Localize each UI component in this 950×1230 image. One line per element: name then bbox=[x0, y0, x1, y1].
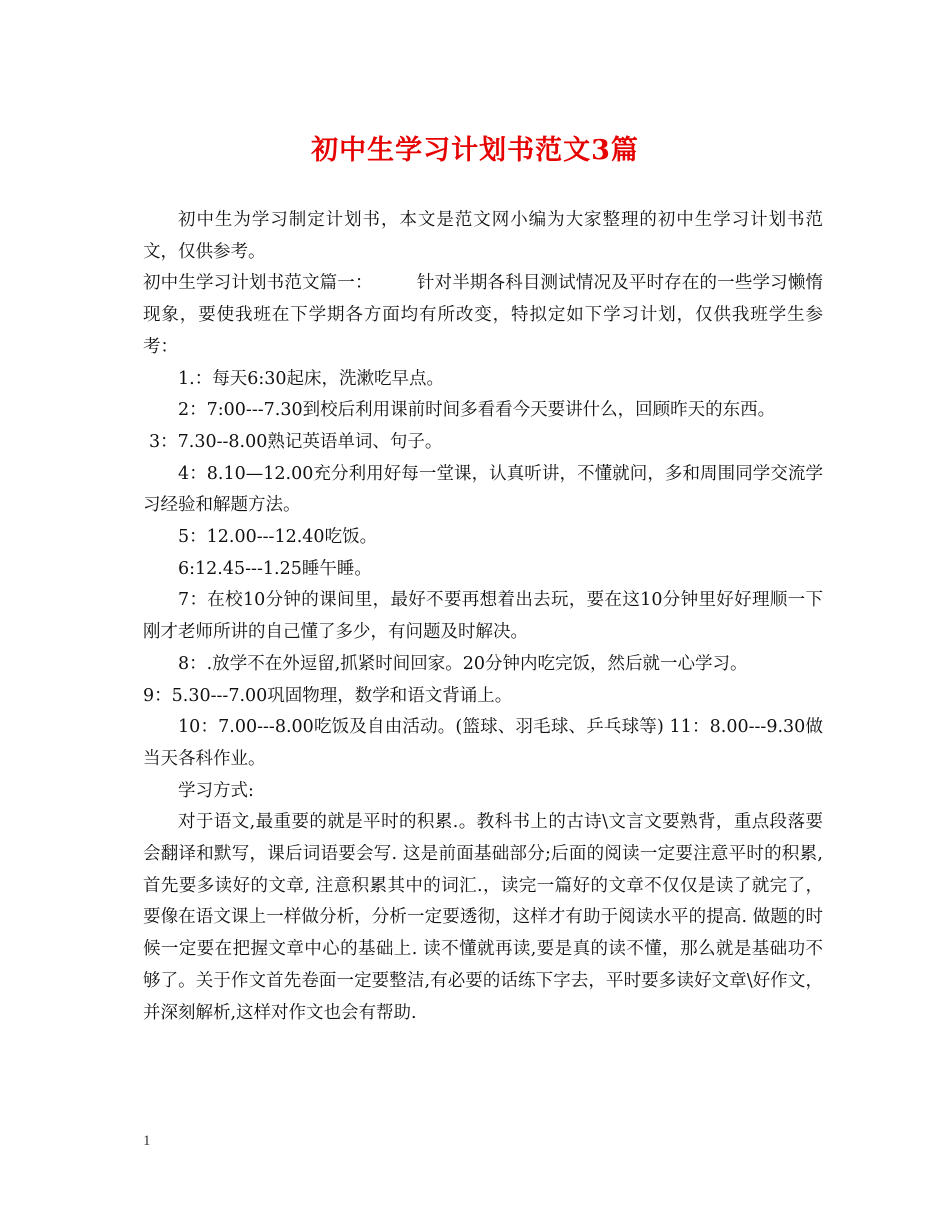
paragraph-item-2: 2：7:00---7.30到校后利用课前时间多看看今天要讲什么，回顾昨天的东西。 bbox=[178, 400, 776, 421]
document-body bbox=[143, 205, 823, 1029]
paragraph-plan-heading: 初中生学习计划书范文篇一： 针对半期各科目测试情况及平时存在的一些学习懒惰现象，要使我班在下学期各方面均有所改变，特拟定如下学习计划，仅供我班学生参考： bbox=[143, 273, 823, 357]
paragraph-item-4: 4：8.10—12.00充分利用好每一堂课，认真听讲，不懂就问，多和周围同学交流学习经验和解题方法。 bbox=[143, 463, 823, 516]
paragraph-item-7: 7：在校10分钟的课间里，最好不要再想着出去玩，要在这10分钟里好好理顺一下刚才老师所讲的自己懂了多少，有问题及时解决。 bbox=[143, 590, 823, 643]
document-title: 初中生学习计划书范文3篇 bbox=[311, 135, 639, 166]
paragraph-item-9: 9：5.30---7.00巩固物理，数学和语文背诵上。 bbox=[143, 685, 513, 706]
paragraph-item-8: 8：.放学不在外逗留,抓紧时间回家。20分钟内吃完饭，然后就一心学习。 bbox=[178, 653, 748, 674]
paragraph-chinese-study: 对于语文,最重要的就是平时的积累.。教科书上的古诗\文言文要熟背，重点段落要会翻译和默写，课后词语要会写. 这是前面基础部分;后面的阅读一定要注意平时的积累, 首先要多读好的文章, 注意积累其中的词汇.，读完一篇好的文章不仅仅是读了就完了，要像在语文课上一样做分析，分析一定要透彻，这样才有助于阅读水平的提高. 做题的时候一定要在把握文章中心的基础上. 读不懂就再读,要是真的读不懂，那么就是基础功不够了。关于作文首先卷面一定要整洁,有必要的话练下字去，平时要多读好文章\好作文，并深刻解析,这样对作文也会有帮助. bbox=[143, 812, 823, 1023]
paragraph-item-3: 3：7.30--8.00熟记英语单词、句子。 bbox=[149, 431, 443, 452]
paragraph-item-10-11: 10：7.00---8.00吃饭及自由活动。(篮球、羽毛球、乒乓球等) 11：8.00---9.30做当天各科作业。 bbox=[143, 717, 823, 769]
paragraph-item-6: 6:12.45---1.25睡午睡。 bbox=[178, 558, 372, 579]
paragraph-study-method-heading: 学习方式: bbox=[178, 780, 254, 801]
paragraph-intro: 初中生为学习制定计划书，本文是范文网小编为大家整理的初中生学习计划书范文，仅供参考。 bbox=[143, 210, 823, 262]
paragraph-item-5: 5：12.00---12.40吃饭。 bbox=[178, 527, 378, 548]
paragraph-item-1: 1.：每天6:30起床，洗漱吃早点。 bbox=[178, 368, 444, 389]
page-number: 1 bbox=[143, 1133, 151, 1149]
